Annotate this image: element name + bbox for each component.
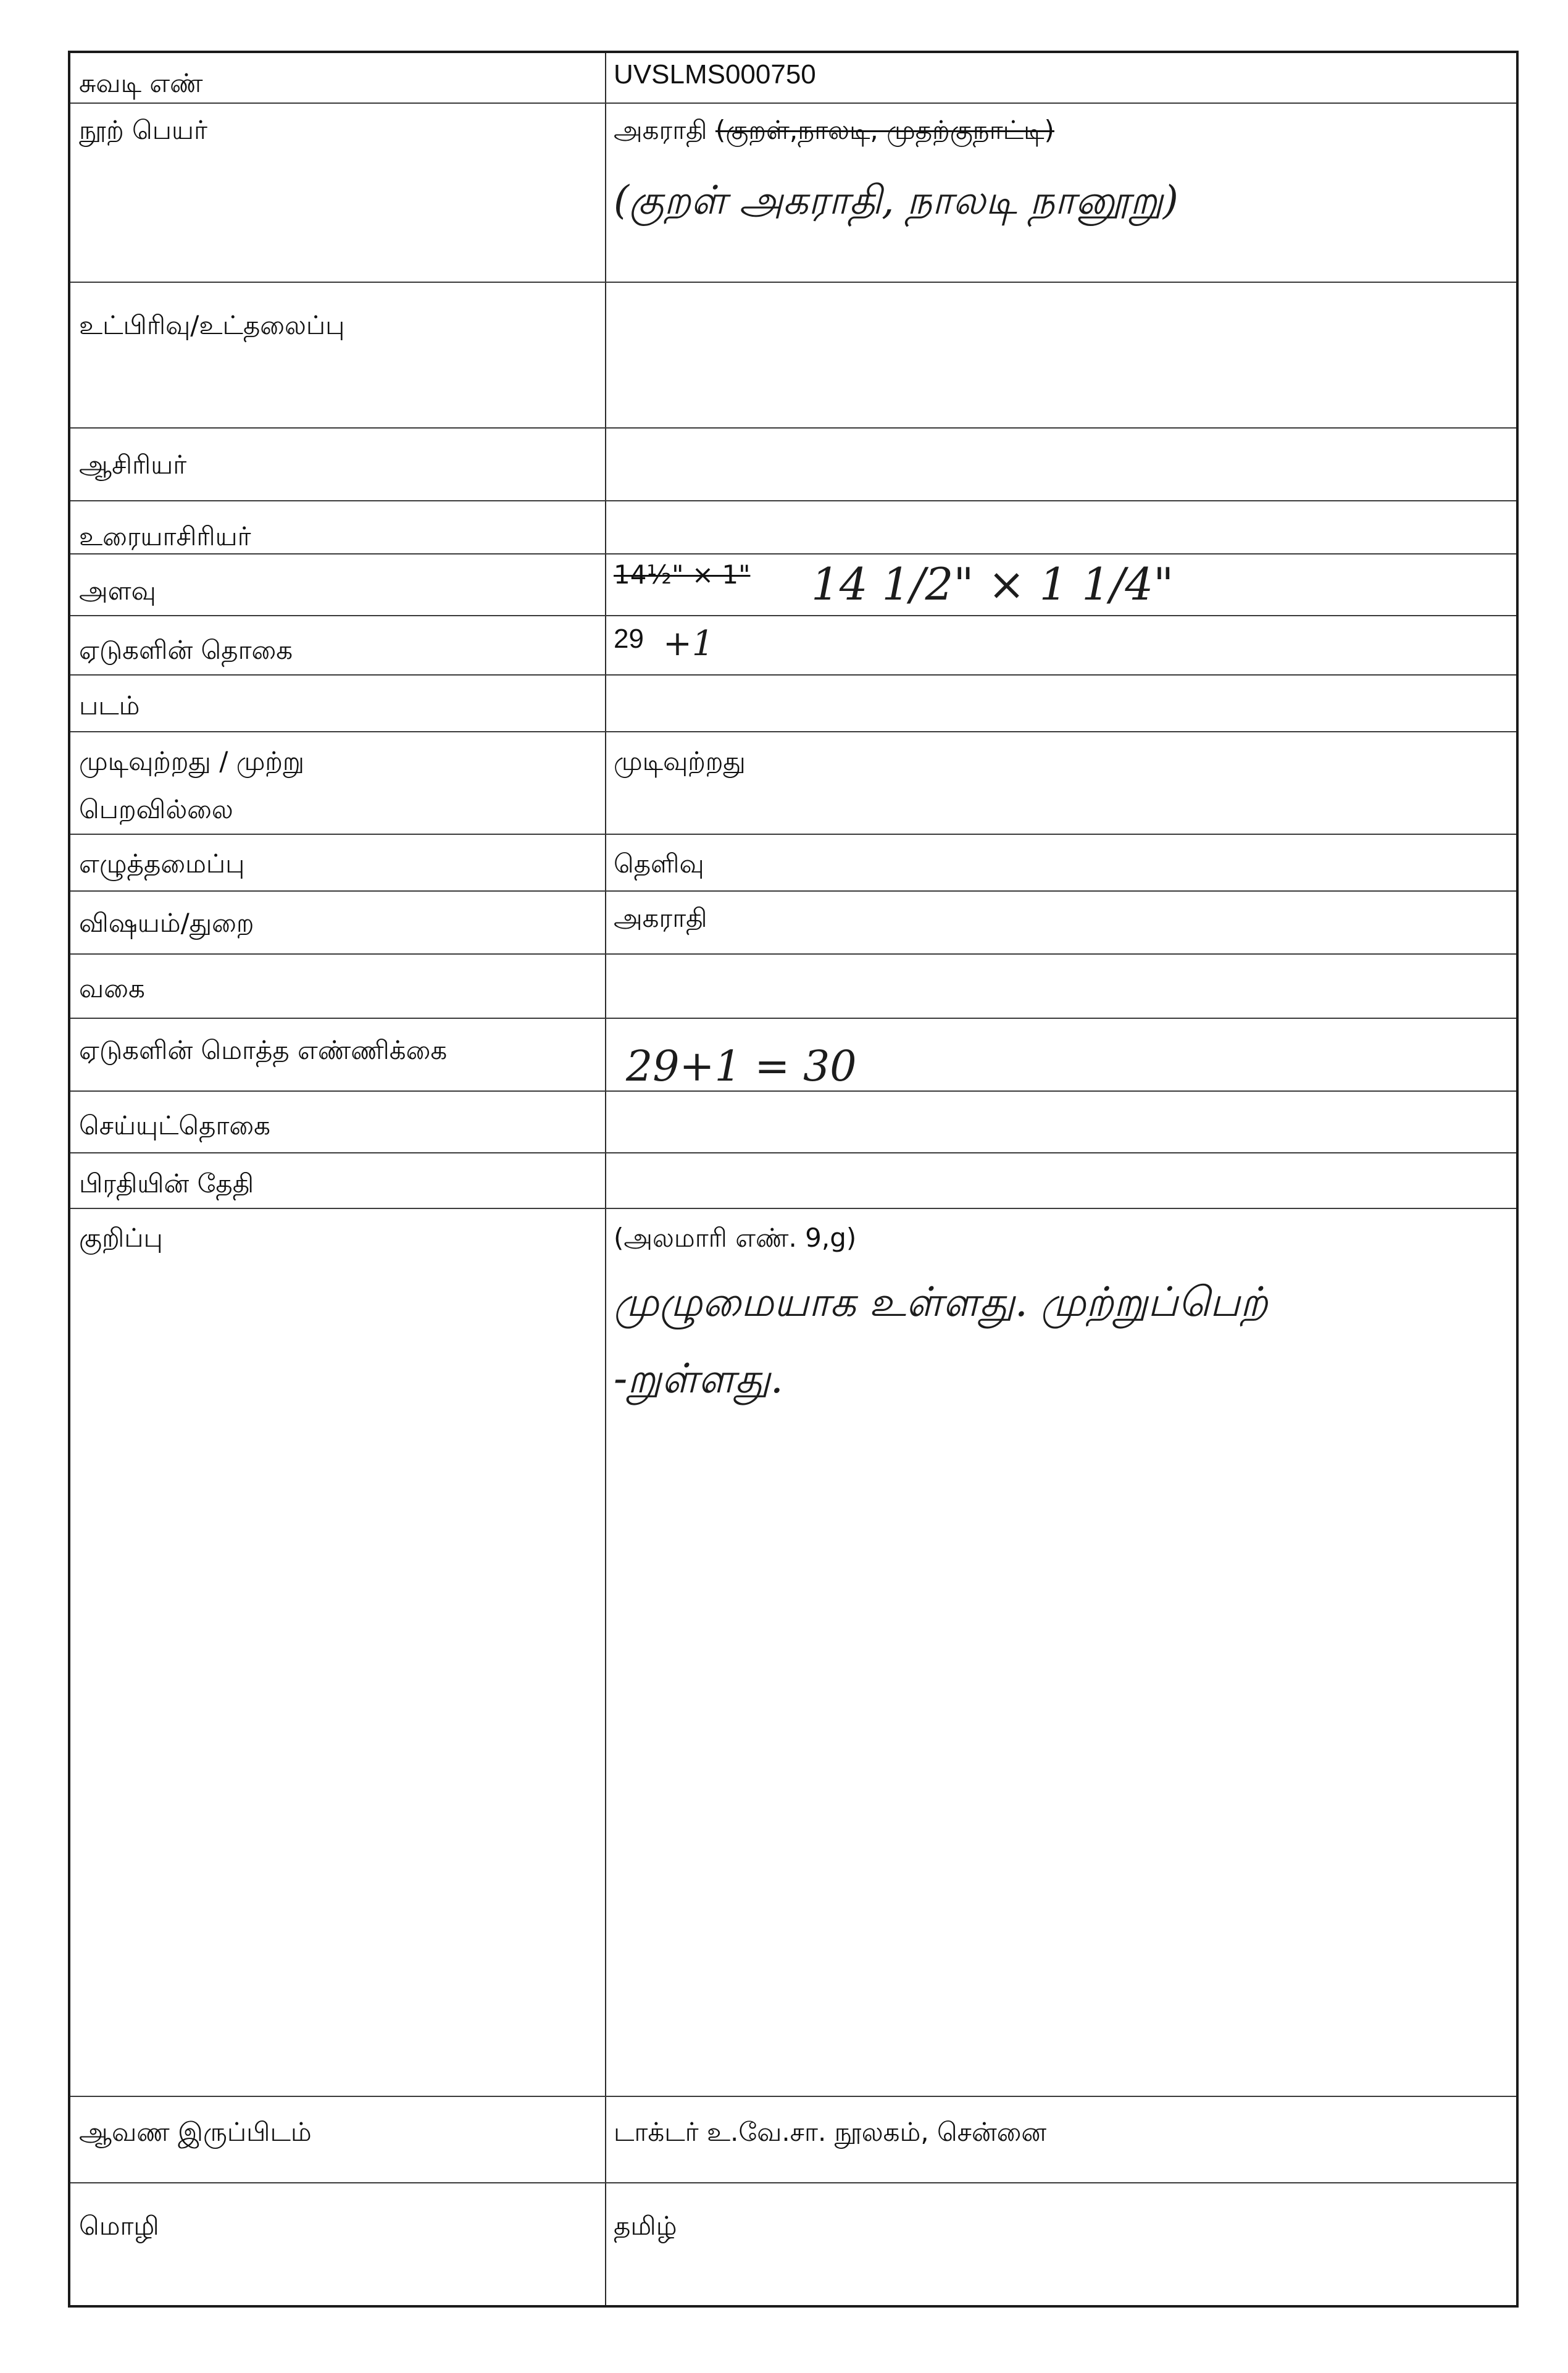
value-title [614, 112, 1503, 148]
value-size-struck: 14½" × 1" [614, 559, 751, 590]
row-verse-count [70, 1090, 1516, 1153]
label-commentator: உரையாசிரியர் [79, 521, 251, 551]
label-size: அளவு [79, 575, 156, 606]
row-completion [70, 731, 1516, 835]
value-leaf-count: 29 [614, 624, 644, 654]
handwritten-total-leaves: 29+1 = 30 [626, 1042, 857, 1091]
handwritten-note-line2: -றுள்ளது. [614, 1355, 783, 1402]
label-notes: குறிப்பு [79, 1223, 163, 1253]
label-language: மொழி [79, 2211, 159, 2241]
value-repository: டாக்டர் உ.வே.சா. நூலகம், சென்னை [614, 2117, 1047, 2147]
label-completion-line1: முடிவுற்றது / முற்று [79, 746, 305, 776]
label-title: நூற் பெயர் [79, 115, 207, 145]
value-title-main: அகராதி [614, 115, 707, 145]
label-completion-line2: பெறவில்லை [79, 794, 233, 824]
label-manuscript-number: சுவடி எண் [79, 68, 203, 98]
row-picture [70, 674, 1516, 732]
row-size [70, 553, 1516, 616]
label-subtitle: உட்பிரிவு/உட்தலைப்பு [79, 310, 345, 340]
row-repository [70, 2096, 1516, 2183]
value-notes: (அலமாரி எண். 9,g) [614, 1223, 857, 1253]
label-copy-date: பிரதியின் தேதி [79, 1168, 254, 1199]
label-total-leaves: ஏடுகளின் மொத்த எண்ணிக்கை [79, 1035, 448, 1065]
row-subtitle [70, 282, 1516, 429]
label-repository: ஆவண இருப்பிடம் [79, 2117, 312, 2147]
row-author [70, 427, 1516, 501]
label-leaf-count: ஏடுகளின் தொகை [79, 635, 293, 665]
label-verse-count: செய்யுட்தொகை [79, 1110, 270, 1140]
row-total-leaves [70, 1018, 1516, 1092]
handwritten-leaf-count: +1 [663, 624, 714, 664]
label-script: எழுத்தமைப்பு [79, 848, 245, 879]
label-picture: படம் [79, 690, 140, 721]
value-subject: அகராதி [614, 903, 707, 933]
row-script [70, 834, 1516, 892]
row-language [70, 2182, 1516, 2309]
value-title-struck: (குறள்,நாலடி, முதற்குநாட்டி) [715, 115, 1054, 145]
row-notes [70, 1208, 1516, 2097]
row-subject [70, 890, 1516, 955]
handwritten-title: (குறள் அகராதி, நாலடி நானூறு) [614, 178, 1178, 224]
value-manuscript-number: UVSLMS000750 [614, 59, 816, 90]
value-language: தமிழ் [614, 2211, 677, 2241]
row-commentator [70, 500, 1516, 555]
row-manuscript-number [70, 53, 1516, 103]
label-type: வகை [79, 973, 145, 1003]
catalog-record-table [68, 51, 1519, 2308]
handwritten-size: 14 1/2" × 1 1/4" [811, 558, 1174, 610]
row-type [70, 953, 1516, 1019]
label-subject: விஷயம்/துறை [79, 908, 254, 938]
handwritten-note-line1: முழுமையாக உள்ளது. முற்றுப்பெற் [614, 1278, 1268, 1326]
value-script: தெளிவு [614, 848, 704, 879]
value-completion: முடிவுற்றது [614, 746, 746, 776]
row-title [70, 103, 1516, 283]
label-author: ஆசிரியர் [79, 450, 187, 480]
row-leaf-count [70, 615, 1516, 676]
row-copy-date [70, 1152, 1516, 1209]
